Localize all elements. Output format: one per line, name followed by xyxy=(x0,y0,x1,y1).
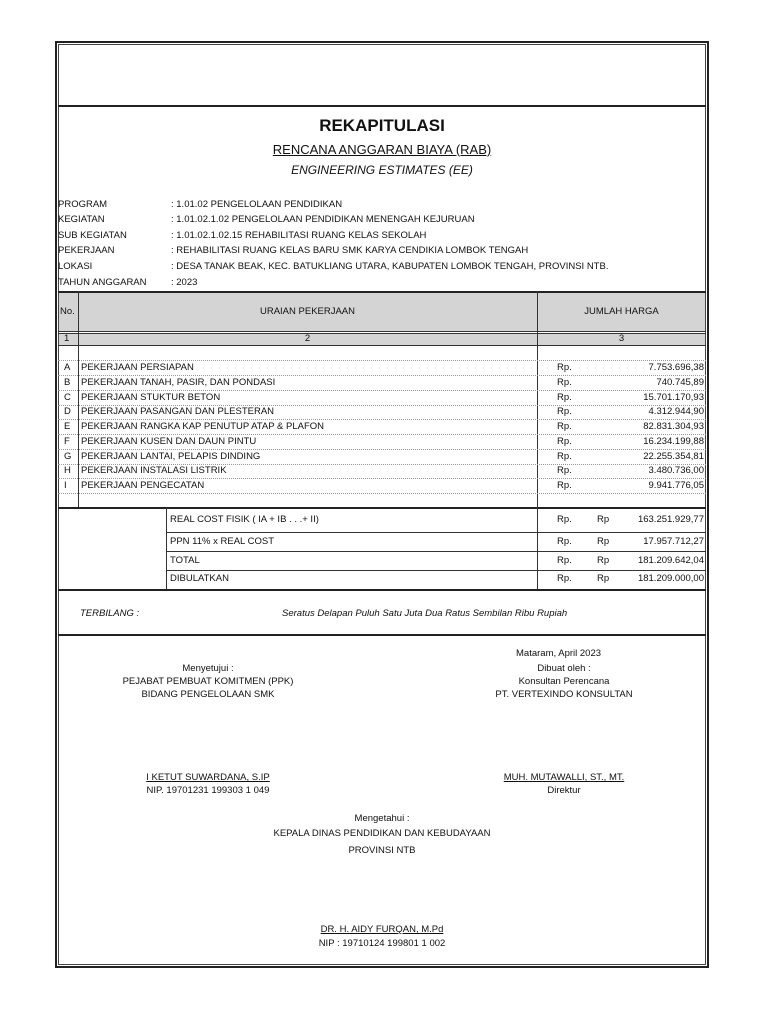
row-desc: PEKERJAAN STUKTUR BETON xyxy=(81,392,221,403)
header-box-divider xyxy=(58,105,706,107)
row-desc: PEKERJAAN PERSIAPAN xyxy=(81,362,194,373)
summary-amount: 181.209.000,00 xyxy=(637,573,704,584)
left-signer-name xyxy=(108,772,308,784)
summary-amount: 181.209.642,04 xyxy=(637,555,704,566)
summary-amount: 163.251.929,77 xyxy=(637,514,704,525)
summary-currency: Rp. xyxy=(557,555,572,566)
row-desc: PEKERJAAN INSTALASI LISTRIK xyxy=(81,465,227,476)
center-role2: PROVINSI NTB xyxy=(348,845,416,856)
table-top-border xyxy=(58,291,706,293)
row-no: G xyxy=(64,451,72,462)
col-divider-jumlah xyxy=(537,291,538,508)
info-label-program: PROGRAM xyxy=(58,199,108,210)
info-value-sub-kegiatan: : 1.01.02.1.02.15 REHABILITASI RUANG KELAS SEKOLAH xyxy=(171,230,427,241)
center-signer-name xyxy=(232,924,532,936)
left-intro: Menyetujui : xyxy=(182,663,234,674)
info-label-pekerjaan: PEKERJAAN xyxy=(58,245,115,256)
right-role1: Konsultan Perencana xyxy=(518,676,610,687)
row-desc: PEKERJAAN LANTAI, PELAPIS DINDING xyxy=(81,451,261,462)
summary-label: REAL COST FISIK ( IA + IB . . .+ II) xyxy=(170,514,319,525)
summary-currency: Rp. xyxy=(557,573,572,584)
row-desc: PEKERJAAN PENGECATAN xyxy=(81,480,205,491)
row-no: C xyxy=(64,392,71,403)
row-divider xyxy=(58,360,706,361)
index-uraian: 2 xyxy=(304,333,311,344)
summary-label: DIBULATKAN xyxy=(170,573,229,584)
row-no: I xyxy=(64,480,67,491)
terbilang-label: TERBILANG : xyxy=(80,608,140,619)
left-role2: BIDANG PENGELOLAAN SMK xyxy=(141,689,275,700)
info-value-pekerjaan: : REHABILITASI RUANG KELAS BARU SMK KARYA CENDIKIA LOMBOK TENGAH xyxy=(171,245,529,256)
row-no: A xyxy=(64,362,71,373)
summary-divider xyxy=(166,532,706,533)
table-header-divider xyxy=(58,331,706,332)
summary-currency-2: Rp xyxy=(597,573,610,584)
row-currency: Rp. xyxy=(557,451,572,462)
right-intro: Dibuat oleh : xyxy=(537,663,591,674)
summary-divider xyxy=(166,570,706,571)
header-jumlah: JUMLAH HARGA xyxy=(584,306,659,317)
document-title: REKAPITULASI xyxy=(319,116,445,135)
document-subtitle-ee: ENGINEERING ESTIMATES (EE) xyxy=(291,163,473,177)
row-desc: PEKERJAAN RANGKA KAP PENUTUP ATAP & PLAFON xyxy=(81,421,325,432)
center-signer-name-text: DR. H. AIDY FURQAN, M.Pd xyxy=(320,924,444,935)
info-label-kegiatan: KEGIATAN xyxy=(58,214,105,225)
row-amount: 740.745,89 xyxy=(656,377,704,388)
left-signer-name-text: I KETUT SUWARDANA, S.IP xyxy=(146,772,270,783)
table-index-divider xyxy=(58,345,706,346)
row-divider xyxy=(58,375,706,376)
right-role2: PT. VERTEXINDO KONSULTAN xyxy=(495,689,633,700)
page-frame-inner xyxy=(58,44,706,965)
row-currency: Rp. xyxy=(557,362,572,373)
row-divider xyxy=(58,390,706,391)
row-no: D xyxy=(64,406,71,417)
row-amount: 4.312.944,90 xyxy=(648,406,704,417)
index-jumlah: 3 xyxy=(618,333,625,344)
row-no: F xyxy=(64,436,70,447)
summary-currency-2: Rp xyxy=(597,514,610,525)
right-signer-name-text: MUH. MUTAWALLI, ST., MT. xyxy=(503,772,625,783)
row-amount: 22.255.354,81 xyxy=(643,451,704,462)
row-desc: PEKERJAAN PASANGAN DAN PLESTERAN xyxy=(81,406,275,417)
row-desc: PEKERJAAN TANAH, PASIR, DAN PONDASI xyxy=(81,377,276,388)
row-amount: 3.480.736,00 xyxy=(648,465,704,476)
summary-currency: Rp. xyxy=(557,514,572,525)
left-signer-nip: NIP. 19701231 199303 1 049 xyxy=(146,785,270,796)
center-signer-nip: NIP : 19710124 199801 1 002 xyxy=(318,938,446,949)
left-role1: PEJABAT PEMBUAT KOMITMEN (PPK) xyxy=(122,676,294,687)
info-value-tahun: : 2023 xyxy=(171,277,198,288)
summary-amount: 17.957.712,27 xyxy=(643,536,704,547)
row-currency: Rp. xyxy=(557,392,572,403)
right-signer-name xyxy=(464,772,664,784)
info-label-tahun: TAHUN ANGGARAN xyxy=(58,277,147,288)
info-label-sub-kegiatan: SUB KEGIATAN xyxy=(58,230,127,241)
summary-currency-2: Rp xyxy=(597,536,610,547)
summary-currency: Rp. xyxy=(557,536,572,547)
row-divider xyxy=(58,434,706,435)
row-divider xyxy=(58,478,706,479)
summary-col-divider-label xyxy=(166,507,167,591)
row-currency: Rp. xyxy=(557,480,572,491)
document-subtitle xyxy=(58,142,706,157)
col-divider-no xyxy=(78,291,79,508)
header-no: No. xyxy=(60,306,75,317)
summary-currency-2: Rp xyxy=(597,555,610,566)
row-no: B xyxy=(64,377,71,388)
place-date: Mataram, April 2023 xyxy=(516,648,602,659)
summary-divider xyxy=(166,551,706,552)
summary-label: TOTAL xyxy=(170,555,200,566)
row-divider xyxy=(58,419,706,420)
summary-label: PPN 11% x REAL COST xyxy=(170,536,275,547)
row-divider xyxy=(58,493,706,494)
center-intro: Mengetahui : xyxy=(354,813,410,824)
row-currency: Rp. xyxy=(557,421,572,432)
summary-top-border xyxy=(58,507,706,509)
summary-bottom-border xyxy=(58,589,706,591)
index-no: 1 xyxy=(64,333,70,344)
row-amount: 7.753.696,38 xyxy=(648,362,704,373)
row-currency: Rp. xyxy=(557,377,572,388)
center-role1: KEPALA DINAS PENDIDIKAN DAN KEBUDAYAAN xyxy=(273,828,491,839)
row-currency: Rp. xyxy=(557,406,572,417)
info-value-program: : 1.01.02 PENGELOLAAN PENDIDIKAN xyxy=(171,199,343,210)
row-amount: 15.701.170,93 xyxy=(643,392,704,403)
row-divider xyxy=(58,449,706,450)
terbilang-bottom-border xyxy=(58,634,706,636)
terbilang-text: Seratus Delapan Puluh Satu Juta Dua Ratus Sembilan Ribu Rupiah xyxy=(282,608,568,619)
subtitle-text: RENCANA ANGGARAN BIAYA (RAB) xyxy=(272,142,492,157)
summary-col-divider-amount xyxy=(537,507,538,591)
info-label-lokasi: LOKASI xyxy=(58,261,93,272)
info-value-kegiatan: : 1.01.02.1.02 PENGELOLAAN PENDIDIKAN MENENGAH KEJURUAN xyxy=(171,214,475,225)
row-currency: Rp. xyxy=(557,465,572,476)
header-uraian: URAIAN PEKERJAAN xyxy=(259,306,356,317)
row-amount: 82.831.304,93 xyxy=(643,421,704,432)
row-no: H xyxy=(64,465,71,476)
row-desc: PEKERJAAN KUSEN DAN DAUN PINTU xyxy=(81,436,257,447)
row-amount: 16.234.199,88 xyxy=(643,436,704,447)
right-signer-title: Direktur xyxy=(547,785,581,796)
info-value-lokasi: : DESA TANAK BEAK, KEC. BATUKLIANG UTARA, KABUPATEN LOMBOK TENGAH, PROVINSI NTB. xyxy=(171,261,609,272)
row-amount: 9.941.776,05 xyxy=(648,480,704,491)
row-currency: Rp. xyxy=(557,436,572,447)
row-no: E xyxy=(64,421,71,432)
